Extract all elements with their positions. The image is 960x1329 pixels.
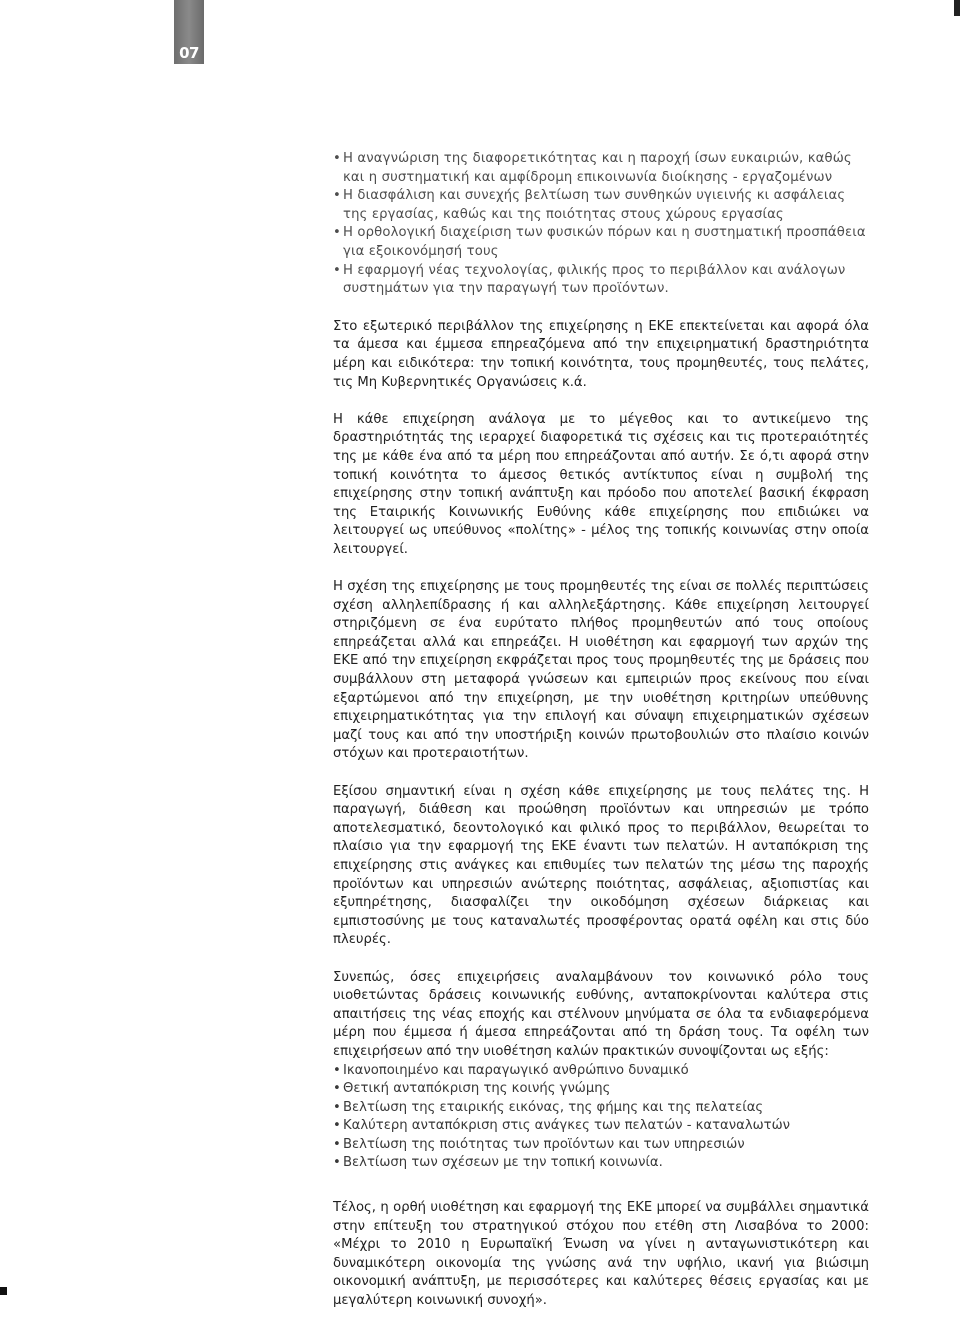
list-item: • Βελτίωση της ποιότητας των προϊόντων και των υπηρεσιών [333, 1136, 869, 1155]
list-item: • Βελτίωση των σχέσεων με την τοπική κοινωνία. [333, 1154, 869, 1173]
scan-corner-mark [954, 0, 960, 16]
paragraph-external-environment: Στο εξωτερικό περιβάλλον της επιχείρησης η ΕΚΕ επεκτείνεται και αφορά όλα τα άμεσα και έμμεσα επηρεαζόμενα από την επιχειρηματική δραστηριότητα μέρη και ειδικότερα: την τοπική κοινότητα, τους προμηθευτές, τους πελάτες, τις Μη Κυβερνητικές Οργανώσεις κ.ά. [333, 318, 869, 390]
list-item: • Η αναγνώριση της διαφορετικότητας και η παροχή ίσων ευκαιριών, καθώς και η συστηματική και αμφίδρομη επικοινωνία διοίκησης - εργαζομένων [333, 150, 869, 187]
paragraph-local-community: Η κάθε επιχείρηση ανάλογα με το μέγεθος και το αντικείμενο της δραστηριότητάς της ιεραρχεί διαφορετικά τις σχέσεις και τις προτεραιότητές της με κάθε ένα από τα μέρη που επηρεάζονται από αυτήν. Σε ό,τι αφορά στην τοπική κοινότητα το άμεσος θετικός αντίκτυπος είναι η συμβολή της επιχείρησης στην τοπική ανάπτυξη και πρόοδο που αποτελεί βασική έκφραση της Εταιρικής Κοινωνικής Ευθύνης κάθε επιχείρησης που επιδιώκει να λειτουργεί ως υπεύθυνος «πολίτης» - μέλος της τοπικής κοινωνίας στην οποία λειτουργεί. [333, 411, 869, 557]
intro-bullet-list [333, 150, 869, 299]
list-item: • Η διασφάλιση και συνεχής βελτίωση των συνθηκών υγιεινής κι ασφάλειας της εργασίας, καθώς και της ποιότητας στους χώρους εργασίας [333, 187, 869, 224]
scan-corner-mark-bottom [0, 1287, 7, 1295]
list-item: • Καλύτερη ανταπόκριση στις ανάγκες των πελατών - καταναλωτών [333, 1117, 869, 1136]
page-number: 07 [179, 44, 199, 62]
paragraph-suppliers: Η σχέση της επιχείρησης με τους προμηθευτές της είναι σε πολλές περιπτώσεις σχέση αλληλεπίδρασης ή και αλληλεξάρτησης. Κάθε επιχείρηση λειτουργεί στηριζόμενη σε ένα ευρύτατο πλήθος προμηθευτών από τους οποίους επηρεάζεται αλλά και επηρεάζει. Η υιοθέτηση και εφαρμογή των αρχών της ΕΚΕ από την επιχείρηση εκφράζεται προς τους προμηθευτές της με δράσεις που συμβάλλουν στη μεταφορά γνώσεων και εμπειριών προς εκείνους που είναι εξαρτώμενοι από την επιχείρηση, με την υιοθέτηση κριτηρίων υπεύθυνης επιχειρηματικότητας για την επιλογή και σύναψη επιχειρηματικών σχέσεων μαζί τους και από την υποστήριξη κοινών πρωτοβουλιών στο πλαίσιο κοινών στόχων και προτεραιοτήτων. [333, 579, 869, 762]
list-item: • Θετική ανταπόκριση της κοινής γνώμης [333, 1080, 869, 1099]
list-item: • Η ορθολογική διαχείριση των φυσικών πόρων και η συστηματική προσπάθεια για εξοικονόμησή τους [333, 224, 869, 261]
benefits-bullet-list [333, 1062, 869, 1174]
page-body [333, 150, 869, 1329]
list-item: • Η εφαρμογή νέας τεχνολογίας, φιλικής προς το περιβάλλον και ανάλογων συστημάτων για την παραγωγή των προϊόντων. [333, 262, 869, 299]
list-item: • Ικανοποιημένο και παραγωγικό ανθρώπινο δυναμικό [333, 1062, 869, 1081]
paragraph-closing: Τέλος, η ορθή υιοθέτηση και εφαρμογή της ΕΚΕ μπορεί να συμβάλλει σημαντικά στην επίτευξη του στρατηγικού στόχου που ετέθη στη Λισαβόνα το 2000: «Μέχρι το 2010 η Ευρωπαϊκή Ένωση να γίνει η ανταγωνιστικότερη και δυναμικότερη οικονομία της γνώσης ανά την υφήλιο, ικανή για βιώσιμη οικονομική ανάπτυξη, με περισσότερες και καλύτερες θέσεις εργασίας και με μεγαλύτερη κοινωνική συνοχή». [333, 1200, 869, 1309]
list-item: • Βελτίωση της εταιρικής εικόνας, της φήμης και της πελατείας [333, 1099, 869, 1118]
page-number-tab [174, 0, 204, 64]
paragraph-customers: Εξίσου σημαντική είναι η σχέση κάθε επιχείρησης με τους πελάτες της. Η παραγωγή, διάθεση και προώθηση προϊόντων και υπηρεσιών με τρόπο αποτελεσματικό, δεοντολογικό και φιλικό προς το περιβάλλον, θεωρείται το πλαίσιο για την εφαρμογή της ΕΚΕ έναντι των πελατών. Η ανταπόκριση της επιχείρησης στις ανάγκες και επιθυμίες των πελατών της μέσω της παροχής προϊόντων και υπηρεσιών ανώτερης ποιότητας, ασφάλειας, αξιοπιστίας και εξυπηρέτησης, διασφαλίζει την οικοδόμηση σχέσεων διάρκειας και εμπιστοσύνης με τους καταναλωτές προσφέροντας ορατά οφέλη και στις δύο πλευρές. [333, 783, 869, 948]
paragraph-benefits-intro: Συνεπώς, όσες επιχειρήσεις αναλαμβάνουν τον κοινωνικό ρόλο τους υιοθετώντας δράσεις κοινωνικής ευθύνης, ανταποκρίνονται καλύτερα στις απαιτήσεις της νέας εποχής και στέλνουν μηνύματα σε όλα τα ενδιαφερόμενα μέρη που έμμεσα ή άμεσα επηρεάζονται από τη δράση τους. Τα οφέλη των επιχειρήσεων από την υιοθέτηση καλών πρακτικών συνοψίζονται ως εξής: [333, 969, 869, 1059]
